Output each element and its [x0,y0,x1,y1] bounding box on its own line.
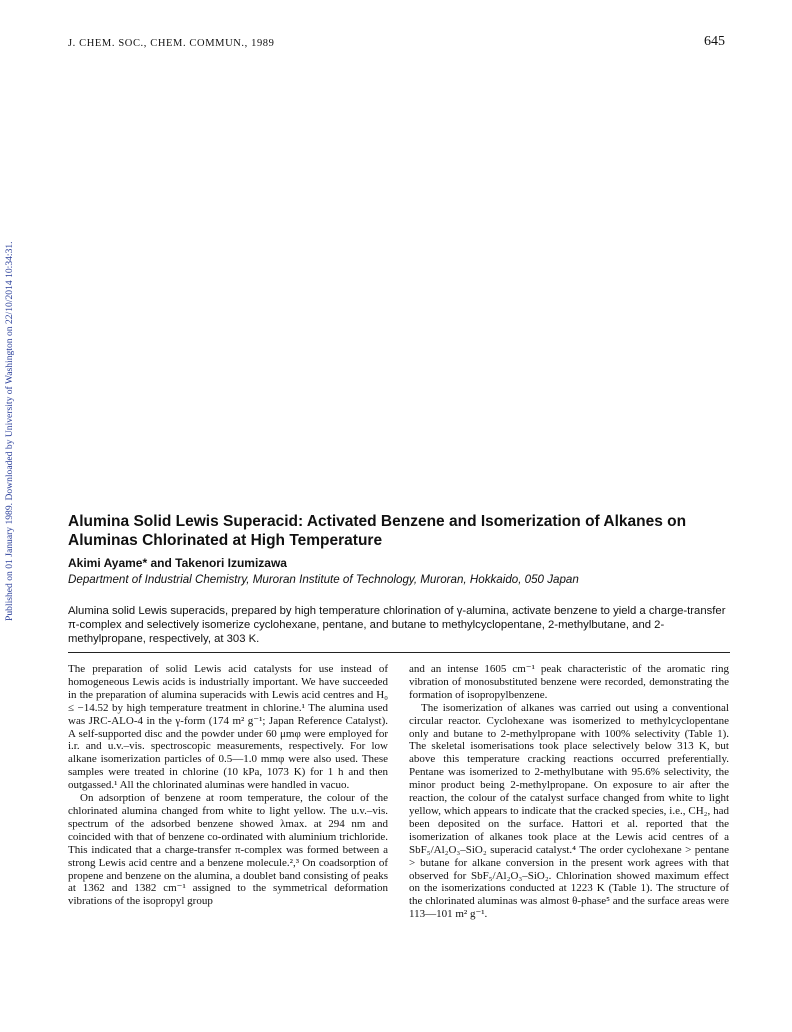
body-paragraph: The isomerization of alkanes was carried out using a conventional circular reactor. Cyclohexane was isomerized to methylcyclopentane only and butane to 2-methylpropane with 100% selectivity (Table 1). The skeletal isomerisations took place selectively below 313 K, but above this temperature cracking reactions occurred preferentially. Pentane was isomerized to 2-methylbutane with 95.6% selectivity, the minor product being 2-methylpropane. On exposure to air after the reaction, the colour of the catalyst surface changed from white to light yellow, which appears to indicate that the cracked species, i.e., CH₂, had been deposited on the surface. Hattori et al. reported that the isomerization of alkanes took place at the Lewis acid centres of a SbF₅/Al₂O₃–SiO₂ superacid catalyst.⁴ The order cyclohexane > pentane > butane for alkane conversion in the present work agrees with that observed for SbF₅/Al₂O₃–SiO₂. Chlorination showed maximum effect on the isomerizations conducted at 1223 K (Table 1). The structure of the chlorinated aluminas was almost θ-phase⁵ and the surface areas were 113—101 m² g⁻¹. [409,701,729,921]
article-abstract: Alumina solid Lewis superacids, prepared by high temperature chlorination of γ-alumina, activate benzene to yield a charge-transfer π-complex and selectively isomerize cyclohexane, pentane, and butane to methylcyclopentane, 2-methylbutane, and 2-methylpropane, respectively, at 303 K. [68,605,726,645]
body-column-left [68,663,388,908]
article-authors: Akimi Ayame* and Takenori Izumizawa [68,556,287,570]
section-divider [68,652,730,653]
body-paragraph: The preparation of solid Lewis acid catalysts for use instead of homogeneous Lewis acids is industrially important. We have succeeded in the preparation of alumina superacids with Lewis acid centres and H₀ ≤ −14.52 by high temperature treatment in chlorine.¹ The alumina used was JRC-ALO-4 in the γ-form (174 m² g⁻¹; Japan Reference Catalyst). A self-supported disc and the powder under 60 μmφ were employed for i.r. and u.v.–vis. spectroscopic measurements, respectively. For low alkane isomerization particles of 0.5—1.0 mmφ were also used. These samples were treated in chlorine (10 kPa, 1073 K) for 1 h and then outgassed.¹ All the chlorinated aluminas were handled in vacuo. [68,663,388,792]
body-paragraph: On adsorption of benzene at room temperature, the colour of the chlorinated alumina changed from white to light yellow. The u.v.–vis. spectrum of the adsorbed benzene showed λmax. at 294 nm and coincided with that of benzene co-ordinated with aluminium trichloride. This indicated that a charge-transfer π-complex was formed between a strong Lewis acid centre and a benzene molecule.²,³ On coadsorption of propene and benzene on the alumina, a doublet band consisting of peaks at 1362 and 1382 cm⁻¹ assigned to the symmetrical deformation vibrations of the isopropyl group [68,792,388,908]
article-title: Alumina Solid Lewis Superacid: Activated Benzene and Isomerization of Alkanes on Aluminas Chlorinated at High Temperature [68,513,687,549]
body-paragraph: and an intense 1605 cm⁻¹ peak characteristic of the aromatic ring vibration of monosubstituted benzene were recorded, demonstrating the formation of isopropylbenzene. [409,663,729,701]
download-notice[interactable]: Published on 01 January 1989. Downloaded by University of Washington on 22/10/2014 10:34:31. [4,241,15,621]
author-affiliation: Department of Industrial Chemistry, Muroran Institute of Technology, Muroran, Hokkaido, 050 Japan [68,573,579,586]
page-number: 645 [704,34,725,49]
running-head: J. CHEM. SOC., CHEM. COMMUN., 1989 [68,38,275,49]
body-column-right [409,663,729,921]
